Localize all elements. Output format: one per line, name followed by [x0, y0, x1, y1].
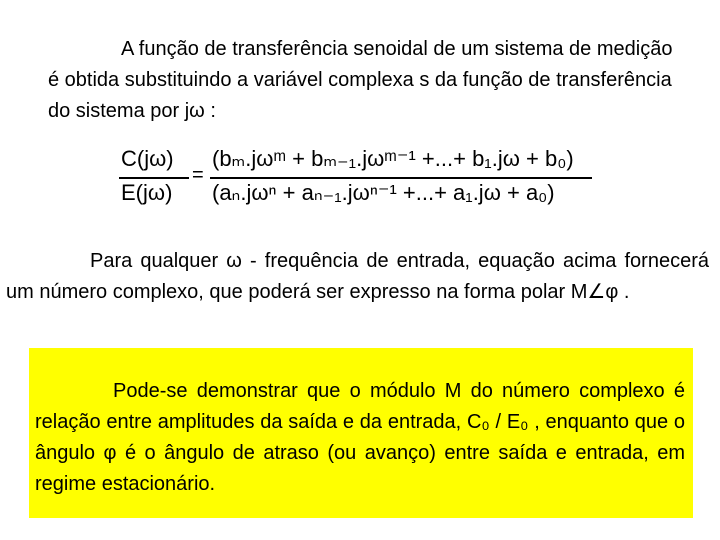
formula-rhs-denominator: (aₙ.jωⁿ + aₙ₋₁.jωⁿ⁻¹ +...+ a₁.jω + a₀): [212, 180, 555, 205]
highlight-box: [29, 348, 693, 518]
formula-rhs-numerator: (bₘ.jωᵐ + bₘ₋₁.jωᵐ⁻¹ +...+ b₁.jω + b₀): [212, 146, 574, 171]
frequency-paragraph: [6, 246, 709, 308]
frequency-text: Para qualquer ω - frequência de entrada, equação acima fornecerá um número complexo, que poderá ser expresso na forma polar M∠φ .: [6, 250, 709, 303]
highlight-paragraph: [35, 376, 685, 500]
formula-lhs-denominator: E(jω): [121, 180, 173, 205]
formula-lhs-numerator: C(jω): [121, 146, 174, 171]
intro-text: A função de transferência senoidal de um sistema de medição é obtida substituindo a variável complexa s da função de transferência do sistema por jω :: [48, 38, 673, 122]
highlight-text: Pode-se demonstrar que o módulo M do número complexo é relação entre amplitudes da saída e da entrada, C₀ / E₀ , enquanto que o ângulo φ é o ângulo de atraso (ou avanço) entre saída e entrada, em regime estacionário.: [35, 380, 685, 495]
formula-lhs-fraction-bar: [119, 177, 189, 179]
transfer-function-formula: [117, 142, 597, 214]
formula-rhs-fraction-bar: [210, 177, 592, 179]
intro-paragraph: [48, 34, 688, 127]
formula-equals-sign: =: [192, 164, 204, 186]
